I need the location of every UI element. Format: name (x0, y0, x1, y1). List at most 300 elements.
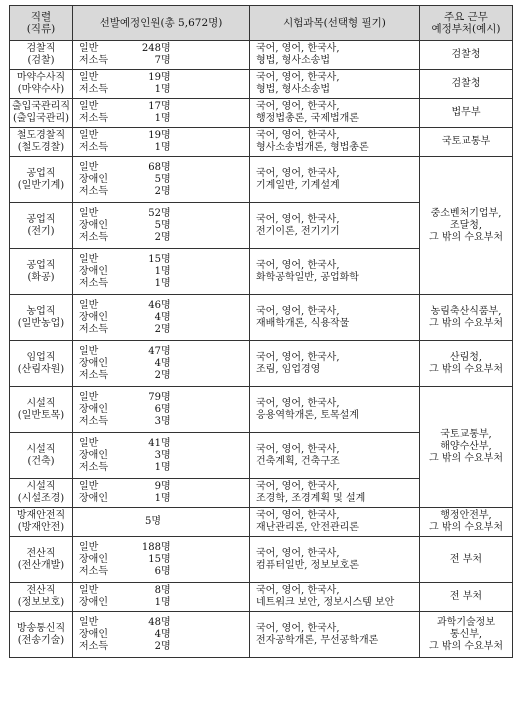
recruit-line (79, 186, 247, 198)
subjects-cell (250, 612, 420, 658)
subject-line: 조림, 임업경영 (256, 363, 321, 375)
job-name-line: (방재안전) (17, 522, 65, 533)
recruit-count: 4 (154, 311, 161, 323)
job-cell (10, 583, 73, 612)
subject-line: 건축계획, 건축구조 (256, 455, 340, 467)
dept-cell (420, 41, 513, 70)
recruit-unit: 명 (161, 345, 171, 357)
recruit-count: 47 (148, 345, 161, 357)
subject-line: 국어, 영어, 한국사, (256, 585, 340, 596)
recruit-line (79, 232, 247, 244)
recruit-line (79, 162, 247, 174)
job-name-line: (출입국관리) (12, 113, 70, 124)
recruit-unit: 명 (161, 403, 171, 415)
job-name-line: (일반기계) (17, 179, 65, 191)
dept-line: 그 밖의 수요부처 (429, 640, 503, 652)
recruit-line (79, 346, 247, 358)
table-row (10, 99, 513, 128)
recruit-line (79, 416, 247, 428)
recruit-line (79, 450, 247, 462)
dept-line: 행정안전부, (440, 510, 492, 521)
subject-line: 국어, 영어, 한국사, (256, 72, 340, 83)
recruit-type: 저소득 (79, 185, 108, 197)
recruit-type: 일반 (79, 72, 99, 83)
recruit-type: 장애인 (79, 403, 108, 415)
recruit-unit: 명 (161, 493, 171, 504)
dept-line: 조달청, (449, 219, 483, 231)
dept-line: 국토교통부 (441, 136, 491, 147)
recruit-cell (73, 341, 250, 387)
recruit-unit: 명 (161, 311, 171, 323)
recruit-line (79, 254, 247, 266)
recruit-cell (73, 583, 250, 612)
recruit-count: 1 (154, 493, 161, 504)
recruit-unit: 명 (161, 130, 171, 141)
recruit-unit: 명 (161, 277, 171, 289)
recruit-line (79, 72, 247, 84)
subject-line: 국어, 영어, 한국사, (256, 167, 340, 179)
job-cell (10, 203, 73, 249)
dept-line: 농림축산식품부, (430, 305, 502, 317)
table-row (10, 537, 513, 583)
recruit-line (79, 597, 247, 609)
recruit-cell (73, 203, 250, 249)
job-name-line: (일반농업) (17, 317, 65, 329)
job-cell (10, 433, 73, 479)
subject-line: 국어, 영어, 한국사, (256, 130, 340, 141)
job-name-line: (정보보호) (17, 597, 65, 608)
recruit-line (79, 220, 247, 232)
recruit-unit: 명 (161, 415, 171, 427)
recruit-line (79, 174, 247, 186)
recruit-unit: 명 (161, 323, 171, 335)
recruit-cell (73, 387, 250, 433)
recruit-count: 15 (148, 553, 161, 565)
recruit-line (79, 641, 247, 653)
recruit-cell (73, 537, 250, 583)
table-row (10, 612, 513, 658)
subjects-cell (250, 387, 420, 433)
recruit-count: 1 (154, 597, 161, 608)
recruit-type: 장애인 (79, 449, 108, 461)
dept-line: 검찰청 (451, 49, 481, 60)
table-row (10, 295, 513, 341)
table-row (10, 341, 513, 387)
recruit-cell (73, 41, 250, 70)
recruit-line (79, 43, 247, 55)
recruit-count: 3 (154, 449, 161, 461)
job-name-line: 전산직 (26, 585, 56, 596)
subjects-cell (250, 203, 420, 249)
recruit-cell (73, 295, 250, 341)
table-row (10, 583, 513, 612)
recruit-count: 1 (154, 277, 161, 289)
job-name-line: 철도경찰직 (16, 130, 66, 141)
recruit-type: 저소득 (79, 113, 108, 124)
dept-cell (420, 537, 513, 583)
recruit-count: 15 (148, 253, 161, 265)
subjects-cell (250, 128, 420, 157)
job-name-line: 시설직 (26, 397, 56, 409)
recruit-line (79, 438, 247, 450)
job-cell (10, 41, 73, 70)
recruit-unit: 명 (161, 43, 171, 54)
job-name-line: 공업직 (26, 167, 56, 179)
recruit-count: 2 (154, 323, 161, 335)
job-name-line: 공업직 (26, 259, 56, 271)
recruit-type: 일반 (79, 299, 99, 311)
table-header-row (10, 6, 513, 41)
job-name-line: (전기) (27, 225, 55, 237)
recruit-line (79, 278, 247, 290)
recruit-type: 저소득 (79, 231, 108, 243)
recruit-line (79, 142, 247, 154)
subject-line: 국어, 영어, 한국사, (256, 547, 340, 559)
subject-line: 기계일반, 기계설계 (256, 179, 340, 191)
recruit-count: 52 (148, 207, 161, 219)
subject-line: 국어, 영어, 한국사, (256, 305, 340, 317)
job-name-line: (철도경찰) (17, 142, 65, 153)
recruit-type: 저소득 (79, 565, 108, 577)
dept-line: 그 밖의 수요부처 (429, 363, 503, 375)
recruit-unit: 명 (161, 142, 171, 153)
subjects-cell (250, 99, 420, 128)
recruit-unit: 명 (161, 597, 171, 608)
job-name-line: (전산개발) (17, 559, 65, 571)
recruit-unit: 명 (161, 299, 171, 311)
recruit-type: 장애인 (79, 311, 108, 323)
recruit-unit: 명 (161, 72, 171, 83)
recruit-line (79, 493, 247, 505)
recruit-type: 일반 (79, 437, 99, 449)
recruit-cell (73, 249, 250, 295)
recruit-count: 248 (141, 43, 161, 54)
recruit-unit: 명 (161, 481, 171, 492)
header-subjects: 시험과목(선택형 필기) (250, 6, 420, 41)
recruit-line (79, 392, 247, 404)
subject-line: 네트워크 보안, 정보시스템 보안 (256, 597, 395, 608)
table-row (10, 157, 513, 203)
subjects-cell (250, 295, 420, 341)
subject-line: 형법, 형사소송법 (256, 55, 330, 66)
dept-cell (420, 612, 513, 658)
job-name-line: 방송통신직 (16, 622, 66, 634)
job-cell (10, 295, 73, 341)
recruit-cell (73, 479, 250, 508)
job-name-line: (시설조경) (17, 493, 65, 504)
dept-line: 검찰청 (451, 78, 481, 89)
recruit-line (79, 208, 247, 220)
recruit-unit: 명 (161, 55, 171, 66)
job-cell (10, 612, 73, 658)
recruit-cell (73, 612, 250, 658)
job-cell (10, 70, 73, 99)
recruit-unit: 명 (161, 161, 171, 173)
job-name-line: 농업직 (26, 305, 56, 317)
recruit-cell (73, 433, 250, 479)
subjects-cell (250, 341, 420, 387)
job-cell (10, 479, 73, 508)
dept-cell (420, 583, 513, 612)
recruit-unit: 명 (161, 231, 171, 243)
recruit-type: 저소득 (79, 323, 108, 335)
subject-line: 국어, 영어, 한국사, (256, 43, 340, 54)
table-body (10, 41, 513, 658)
recruit-count: 2 (154, 231, 161, 243)
subject-line: 국어, 영어, 한국사, (256, 397, 340, 409)
dept-line: 그 밖의 수요부처 (429, 317, 503, 329)
dept-line: 그 밖의 수요부처 (429, 453, 503, 464)
job-name-line: (산림자원) (17, 363, 65, 375)
recruit-type: 저소득 (79, 461, 108, 473)
dept-cell (420, 128, 513, 157)
dept-cell (420, 70, 513, 99)
recruit-type: 저소득 (79, 415, 108, 427)
recruit-line (79, 358, 247, 370)
job-cell (10, 537, 73, 583)
recruitment-table (9, 5, 513, 658)
recruit-line (79, 266, 247, 278)
recruit-count: 7 (154, 55, 161, 66)
recruit-type: 일반 (79, 207, 99, 219)
recruit-line (79, 542, 247, 554)
recruit-count: 6 (154, 565, 161, 577)
job-name-line: 전산직 (26, 547, 56, 559)
recruit-count: 188 (141, 541, 161, 553)
recruit-cell (73, 70, 250, 99)
recruitment-table-container (9, 5, 512, 658)
subject-line: 국어, 영어, 한국사, (256, 443, 340, 455)
dept-line: 국토교통부, (440, 429, 492, 440)
recruit-type: 저소득 (79, 640, 108, 652)
recruit-type: 저소득 (79, 369, 108, 381)
recruit-type: 일반 (79, 541, 99, 553)
job-name-line: (일반토목) (17, 409, 65, 421)
recruit-type: 일반 (79, 481, 99, 492)
recruit-unit: 명 (161, 628, 171, 640)
job-cell (10, 249, 73, 295)
recruit-type: 저소득 (79, 84, 108, 95)
recruit-line (79, 370, 247, 382)
subject-line: 형법, 형사소송법 (256, 84, 330, 95)
subject-line: 행정법총론, 국제법개론 (256, 113, 359, 124)
recruit-line (79, 55, 247, 67)
dept-line: 중소벤처기업부, (430, 207, 502, 219)
job-name-line: 시설직 (26, 481, 56, 492)
recruit-count: 5 (154, 219, 161, 231)
recruit-unit: 명 (161, 185, 171, 197)
recruit-type (79, 516, 119, 528)
subject-line: 국어, 영어, 한국사, (256, 259, 340, 271)
recruit-line (79, 481, 247, 493)
subjects-cell (250, 508, 420, 537)
subject-line: 조경학, 조경계획 및 설계 (256, 493, 366, 504)
dept-line: 법무부 (451, 107, 481, 118)
recruit-count: 46 (148, 299, 161, 311)
recruit-line (79, 101, 247, 113)
recruit-type: 장애인 (79, 219, 108, 231)
job-cell (10, 387, 73, 433)
recruit-unit: 명 (161, 640, 171, 652)
recruit-unit: 명 (161, 101, 171, 112)
recruit-unit: 명 (161, 219, 171, 231)
subjects-cell (250, 433, 420, 479)
recruit-unit: 명 (161, 357, 171, 369)
recruit-line (79, 629, 247, 641)
job-name-line: 공업직 (26, 213, 56, 225)
job-name-line: 검찰직 (26, 43, 56, 54)
subject-line: 국어, 영어, 한국사, (256, 101, 340, 112)
header-recruit: 선발예정인원(총 5,672명) (73, 6, 250, 41)
recruit-line (79, 516, 247, 528)
table-row (10, 41, 513, 70)
dept-cell-merged (420, 157, 513, 295)
subject-line: 재난관리론, 안전관리론 (256, 522, 359, 533)
subject-line: 화학공학일반, 공업화학 (256, 271, 359, 283)
job-name-line: (마약수사) (17, 84, 65, 95)
recruit-unit: 명 (161, 173, 171, 185)
recruit-count: 2 (154, 185, 161, 197)
recruit-cell (73, 508, 250, 537)
job-name-line: 방재안전직 (16, 510, 66, 521)
subjects-cell (250, 157, 420, 203)
job-cell (10, 508, 73, 537)
recruit-count: 1 (154, 142, 161, 153)
recruit-line (79, 113, 247, 125)
subjects-cell (250, 249, 420, 295)
recruit-unit: 명 (161, 84, 171, 95)
recruit-type: 저소득 (79, 55, 108, 66)
table-row (10, 70, 513, 99)
recruit-type: 일반 (79, 161, 99, 173)
job-cell (10, 99, 73, 128)
table-row (10, 387, 513, 433)
recruit-line (79, 300, 247, 312)
recruit-count: 1 (154, 265, 161, 277)
subject-line: 전기이론, 전기기기 (256, 225, 340, 237)
subject-line: 국어, 영어, 한국사, (256, 481, 340, 492)
recruit-type: 저소득 (79, 142, 108, 153)
job-name-line: (화공) (27, 271, 55, 283)
recruit-unit: 명 (161, 461, 171, 473)
job-name-line: 시설직 (26, 443, 56, 455)
recruit-cell (73, 99, 250, 128)
recruit-type: 일반 (79, 585, 99, 596)
recruit-type: 장애인 (79, 597, 108, 608)
recruit-type: 일반 (79, 43, 99, 54)
subjects-cell (250, 537, 420, 583)
dept-line: 그 밖의 수요부처 (429, 522, 503, 533)
recruit-line (79, 462, 247, 474)
recruit-count: 1 (154, 84, 161, 95)
subjects-cell (250, 41, 420, 70)
recruit-unit: 명 (161, 207, 171, 219)
subject-line: 국어, 영어, 한국사, (256, 351, 340, 363)
subject-line: 재배학개론, 식용작물 (256, 317, 350, 329)
subject-line: 형사소송법개론, 형법총론 (256, 142, 369, 153)
recruit-type: 일반 (79, 616, 99, 628)
recruit-count: 6 (154, 403, 161, 415)
recruit-count: 19 (148, 130, 161, 141)
subject-line: 국어, 영어, 한국사, (256, 213, 340, 225)
job-cell (10, 341, 73, 387)
recruit-count: 1 (154, 461, 161, 473)
dept-line: 해양수산부, (440, 441, 492, 452)
dept-cell (420, 99, 513, 128)
recruit-unit: 명 (161, 369, 171, 381)
dept-line: 통신부, (449, 628, 483, 640)
subject-line: 국어, 영어, 한국사, (256, 622, 340, 634)
dept-cell (420, 341, 513, 387)
subject-line: 국어, 영어, 한국사, (256, 510, 340, 521)
recruit-cell (73, 128, 250, 157)
header-job: 직렬 (직류) (10, 6, 73, 41)
job-name-line: 임업직 (26, 351, 56, 363)
recruit-count: 48 (148, 616, 161, 628)
dept-cell-merged (420, 387, 513, 508)
dept-line: 산림청, (449, 351, 483, 363)
recruit-count: 4 (154, 357, 161, 369)
recruit-count: 68 (148, 161, 161, 173)
recruit-unit: 명 (161, 113, 171, 124)
recruit-line (79, 84, 247, 96)
recruit-total: 5명 (144, 516, 161, 527)
table-row (10, 128, 513, 157)
recruit-type: 장애인 (79, 265, 108, 277)
recruit-unit: 명 (161, 553, 171, 565)
recruit-count: 17 (148, 101, 161, 112)
recruit-type: 장애인 (79, 357, 108, 369)
recruit-unit: 명 (161, 449, 171, 461)
recruit-line (79, 324, 247, 336)
recruit-type: 일반 (79, 101, 99, 112)
dept-line: 그 밖의 수요부처 (429, 231, 503, 243)
subject-line: 응용역학개론, 토목설계 (256, 409, 359, 421)
recruit-type: 일반 (79, 345, 99, 357)
recruit-line (79, 130, 247, 142)
recruit-line (79, 312, 247, 324)
header-dept: 주요 근무 예정부처(예시) (420, 6, 513, 41)
recruit-unit: 명 (161, 565, 171, 577)
recruit-unit: 명 (161, 585, 171, 596)
recruit-count: 2 (154, 369, 161, 381)
dept-line: 과학기술정보 (437, 616, 495, 628)
recruit-count: 9 (154, 481, 161, 492)
recruit-unit: 명 (161, 616, 171, 628)
job-cell (10, 128, 73, 157)
job-name-line: (전송기술) (17, 634, 65, 646)
recruit-unit: 명 (161, 391, 171, 403)
job-cell (10, 157, 73, 203)
recruit-line (79, 566, 247, 578)
subject-line: 전자공학개론, 무선공학개론 (256, 634, 379, 646)
recruit-line (79, 554, 247, 566)
recruit-type: 장애인 (79, 628, 108, 640)
recruit-count: 1 (154, 113, 161, 124)
dept-line: 전 부처 (449, 553, 483, 565)
subjects-cell (250, 479, 420, 508)
job-name-line: 마약수사직 (16, 72, 66, 83)
recruit-type: 일반 (79, 391, 99, 403)
recruit-count: 3 (154, 415, 161, 427)
recruit-count: 19 (148, 72, 161, 83)
recruit-count: 8 (154, 585, 161, 596)
dept-cell (420, 295, 513, 341)
job-name-line: (건축) (27, 455, 55, 467)
recruit-unit: 명 (161, 541, 171, 553)
recruit-cell (73, 157, 250, 203)
table-row (10, 508, 513, 537)
